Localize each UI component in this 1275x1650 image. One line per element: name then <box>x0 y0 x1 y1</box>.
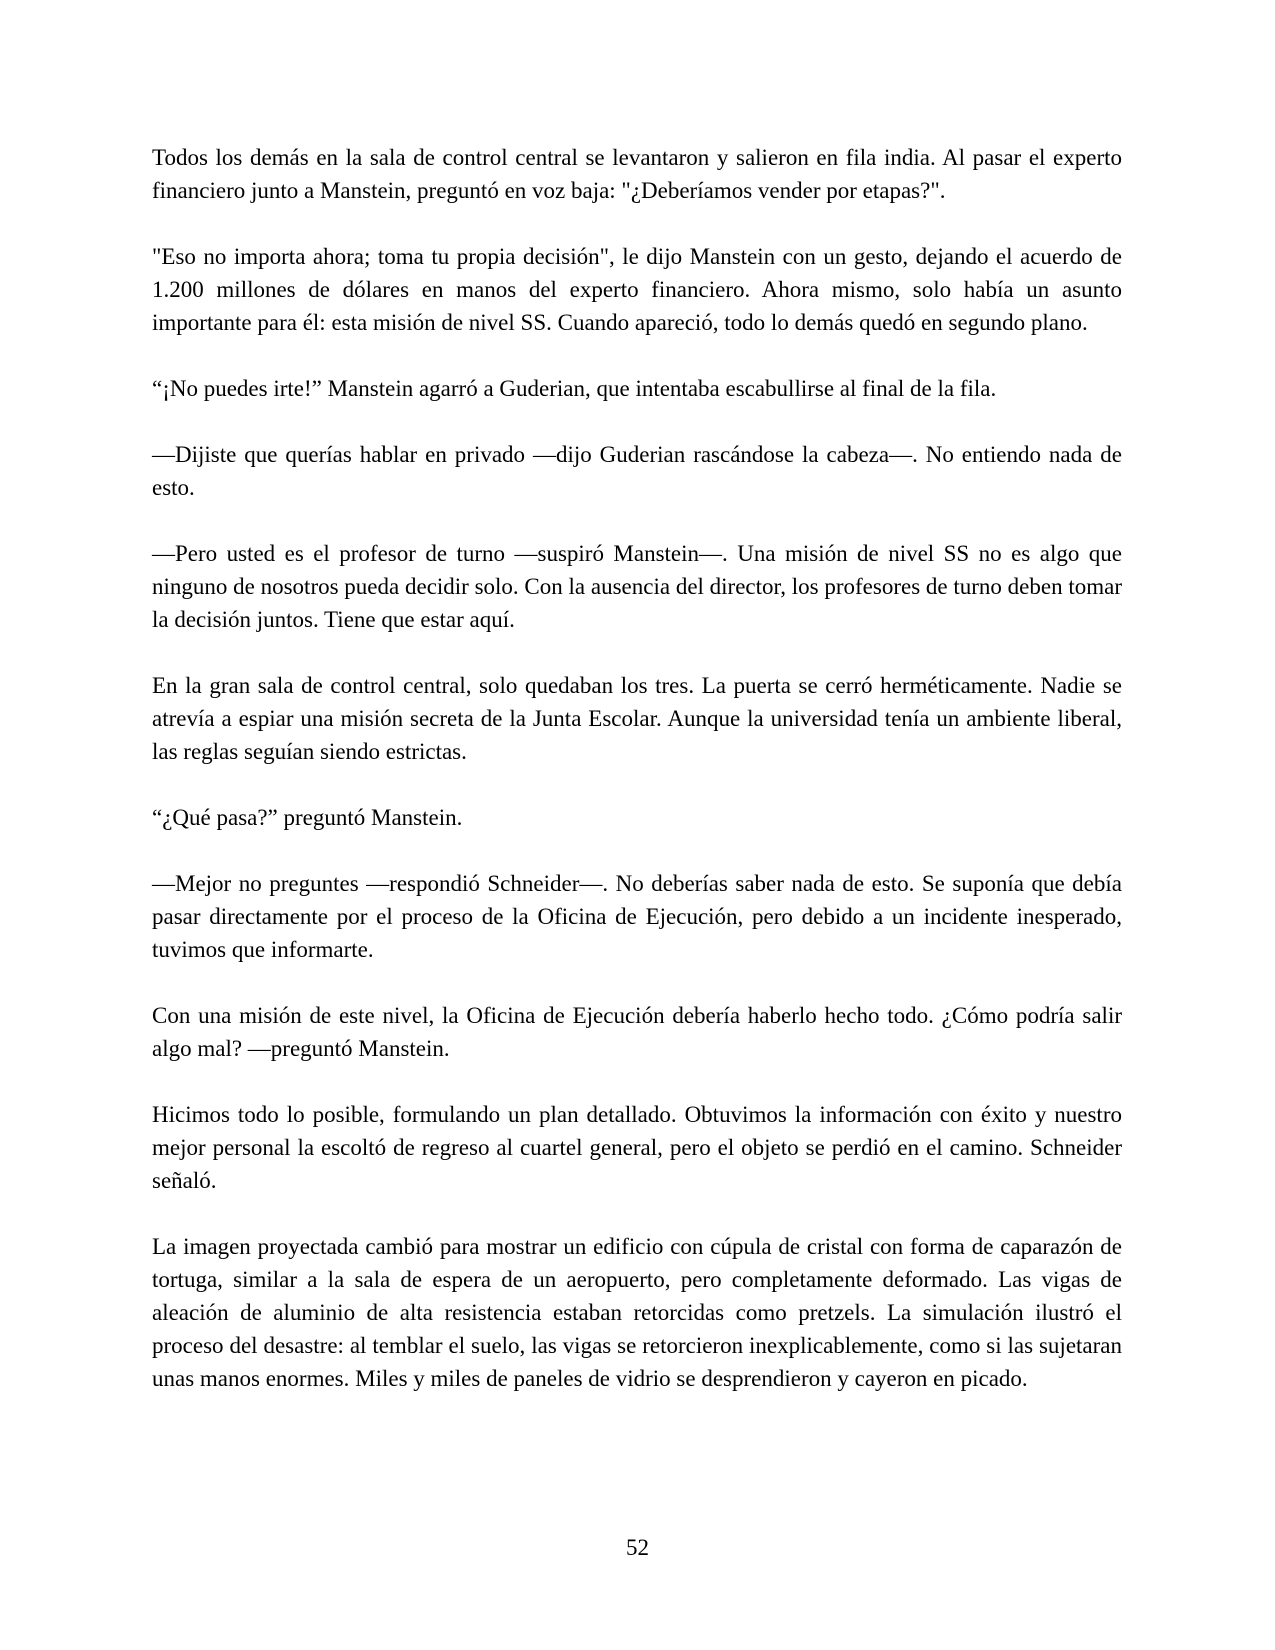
page-body-text <box>152 141 1122 1395</box>
paragraph: Todos los demás en la sala de control central se levantaron y salieron en fila india. Al pasar el experto financiero junto a Manstein, preguntó en voz baja: "¿Deberíamos vender por etapas?". <box>152 145 1122 203</box>
paragraph: Hicimos todo lo posible, formulando un plan detallado. Obtuvimos la información con éxito y nuestro mejor personal la escoltó de regreso al cuartel general, pero el objeto se perdió en el camino. Schneider señaló. <box>152 1102 1122 1193</box>
paragraph: En la gran sala de control central, solo quedaban los tres. La puerta se cerró herméticamente. Nadie se atrevía a espiar una misión secreta de la Junta Escolar. Aunque la universidad tenía un ambiente liberal, las reglas seguían siendo estrictas. <box>152 673 1122 764</box>
paragraph: “¡No puedes irte!” Manstein agarró a Guderian, que intentaba escabullirse al final de la fila. <box>152 376 997 401</box>
paragraph: —Pero usted es el profesor de turno —suspiró Manstein—. Una misión de nivel SS no es algo que ninguno de nosotros pueda decidir solo. Con la ausencia del director, los profesores de turno deben tomar la decisión juntos. Tiene que estar aquí. <box>152 541 1122 632</box>
page-number: 52 <box>626 1535 649 1560</box>
paragraph: “¿Qué pasa?” preguntó Manstein. <box>152 805 463 830</box>
paragraph: "Eso no importa ahora; toma tu propia decisión", le dijo Manstein con un gesto, dejando el acuerdo de 1.200 millones de dólares en manos del experto financiero. Ahora mismo, solo había un asunto importante para él: esta misión de nivel SS. Cuando apareció, todo lo demás quedó en segundo plano. <box>152 244 1122 335</box>
paragraph: —Mejor no preguntes —respondió Schneider—. No deberías saber nada de esto. Se suponía que debía pasar directamente por el proceso de la Oficina de Ejecución, pero debido a un incidente inesperado, tuvimos que informarte. <box>152 871 1122 962</box>
paragraph: Con una misión de este nivel, la Oficina de Ejecución debería haberlo hecho todo. ¿Cómo podría salir algo mal? —preguntó Manstein. <box>152 1003 1122 1061</box>
paragraph: —Dijiste que querías hablar en privado —dijo Guderian rascándose la cabeza—. No entiendo nada de esto. <box>152 442 1122 500</box>
paragraph: La imagen proyectada cambió para mostrar un edificio con cúpula de cristal con forma de caparazón de tortuga, similar a la sala de espera de un aeropuerto, pero completamente deformado. Las vigas de aleación de aluminio de alta resistencia estaban retorcidas como pretzels. La simulación ilustró el proceso del desastre: al temblar el suelo, las vigas se retorcieron inexplicablemente, como si las sujetaran unas manos enormes. Miles y miles de paneles de vidrio se desprendieron y cayeron en picado. <box>152 1234 1122 1391</box>
